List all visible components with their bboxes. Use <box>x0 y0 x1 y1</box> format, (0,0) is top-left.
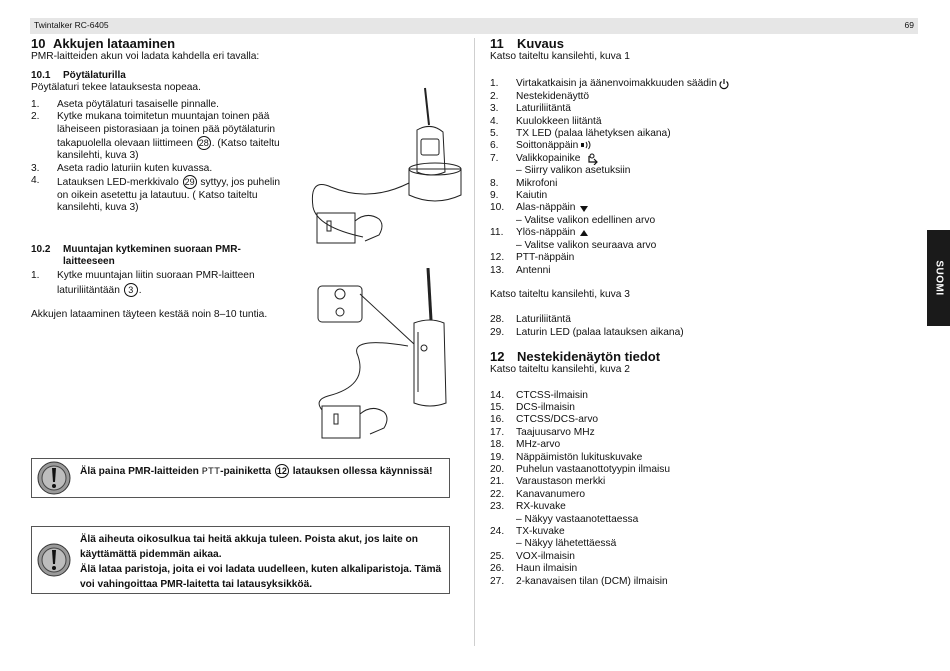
list-item: 1. Kytke muuntajan liitin suoraan PMR-laitteen laturiliitäntään 3 . <box>31 270 255 296</box>
list-item: – Valitse valikon seuraava arvo <box>516 239 657 251</box>
list-item: 20. Puhelun vastaanottotyypin ilmaisu <box>490 463 671 475</box>
list-item: 16. CTCSS/DCS-arvo <box>490 414 599 426</box>
charger-list <box>490 314 910 339</box>
list-item: – Näkyy vastaanotettaessa <box>516 513 639 525</box>
list-item: 12. PTT-näppäin <box>490 252 575 264</box>
section-11-reference: Katso taiteltu kansilehti, kuva 1 <box>490 51 630 62</box>
list-item: 28. Laturiliitäntä <box>490 314 571 326</box>
callout-28: 28 <box>198 138 209 149</box>
list-item: 9. Kaiutin <box>490 190 548 202</box>
direct-adapter-illustration <box>310 268 470 448</box>
figure-3-reference: Katso taiteltu kansilehti, kuva 3 <box>490 288 630 300</box>
list-item: 23. RX-kuvake <box>490 501 566 513</box>
list-item: 4. Latauksen LED-merkkivalo 29 syttyy, jos puhelin on oikein asetettu ja latautuu. ( Katso taiteltu kansilehti, kuva 3) <box>31 175 281 214</box>
list-item: 8. Mikrofoni <box>490 177 558 189</box>
list-item: – Näkyy lähetettäessä <box>516 538 617 550</box>
down-arrow-icon <box>579 204 589 214</box>
adapter-steps <box>31 270 286 297</box>
list-item: 19. Näppäimistön lukituskuvake <box>490 451 643 463</box>
call-signal-icon <box>580 140 592 150</box>
up-arrow-icon <box>579 228 589 238</box>
section-11-heading: 11 Kuvaus <box>490 36 564 51</box>
list-item: 1. Aseta pöytälaturi tasaiselle pinnalle. <box>31 98 219 110</box>
list-item: 22. Kanavanumero <box>490 488 586 500</box>
list-item: 3. Laturiliitäntä <box>490 103 571 115</box>
page-header <box>30 18 918 34</box>
warning-ptt-text: Älä paina PMR-laitteiden PTT-painiketta 12 latauksen ollessa käynnissä! <box>80 466 433 478</box>
list-item: 1. Virtakatkaisin ja äänenvoimakkuuden säädin <box>490 78 910 90</box>
list-item: 14. CTCSS-ilmaisin <box>490 389 588 401</box>
callout-12: 12 <box>276 466 287 476</box>
list-item: 11. Ylös-näppäin <box>490 227 910 239</box>
page-number: 69 <box>904 20 914 30</box>
charge-time-note: Akkujen lataaminen täyteen kestää noin 8–10 tuntia. <box>31 309 268 321</box>
section-10-1-intro: Pöytälaturi tekee latauksesta nopeaa. <box>31 82 201 94</box>
list-item: 27. 2-kanavaisen tilan (DCM) ilmaisin <box>490 575 668 587</box>
warning-exclamation-icon <box>36 542 72 578</box>
warning-box-battery <box>31 526 450 594</box>
list-item: 6. Soittonäppäin <box>490 140 910 152</box>
lcd-list <box>490 390 910 589</box>
section-10-2-heading: 10.2 Muuntajan kytkeminen suoraan PMR-laitteeseen <box>31 244 241 268</box>
list-item: 3. Aseta radio laturiin kuten kuvassa. <box>31 162 213 174</box>
desk-charger-illustration <box>305 85 465 250</box>
callout-29: 29 <box>184 177 195 188</box>
list-item: – Valitse valikon edellinen arvo <box>516 214 656 226</box>
list-item: 13. Antenni <box>490 264 551 276</box>
list-item: 18. MHz-arvo <box>490 439 561 451</box>
column-divider <box>474 38 475 646</box>
language-tab: SUOMI <box>927 230 950 326</box>
list-item: 24. TX-kuvake <box>490 526 565 537</box>
section-10-heading: 10 Akkujen lataaminen <box>31 36 176 51</box>
callout-3: 3 <box>124 283 138 297</box>
section-12-heading: 12 Nestekidenäytön tiedot <box>490 349 661 365</box>
warning-battery-text: Älä aiheuta oikosulkua tai heitä akkuja tuleen. Poista akut, jos laite on käyttämättä pidemmän aikaa. Älä lataa paristoja, joita ei voi ladata uudelleen, kuten alkaliparistoja. Tämä voi vahingoittaa PMR-laitetta tai latausyksikköä. <box>80 534 442 590</box>
list-item: 2. Kytke mukana toimitetun muuntajan toinen pää läheiseen pistorasiaan ja toinen pää pöytälaturin takapuolella olevaan liittimeen 28 . (Katso taiteltu kansilehti, kuva 3) <box>31 111 280 162</box>
section-10-intro: PMR-laitteiden akun voi ladata kahdella eri tavalla: <box>31 51 260 62</box>
list-item: 25. VOX-ilmaisin <box>490 550 575 562</box>
right-column <box>490 36 910 588</box>
menu-enter-icon <box>586 153 600 165</box>
description-list <box>490 78 910 277</box>
warning-box-ptt <box>31 458 450 498</box>
list-item: – Siirry valikon asetuksiin <box>516 165 631 177</box>
list-item: 7. Valikkopainike <box>490 153 910 165</box>
section-12-reference: Katso taiteltu kansilehti, kuva 2 <box>490 364 630 376</box>
list-item: 15. DCS-ilmaisin <box>490 401 575 413</box>
left-column <box>31 36 286 322</box>
power-icon <box>718 78 730 90</box>
section-10-1-heading: 10.1 Pöytälaturilla <box>31 70 126 82</box>
document-title: Twintalker RC-6405 <box>34 20 109 30</box>
list-item: 21. Varaustason merkki <box>490 476 606 488</box>
list-item: 2. Nestekidenäyttö <box>490 90 590 102</box>
list-item: 5. TX LED (palaa lähetyksen aikana) <box>490 128 671 140</box>
list-item: 29. Laturin LED (palaa latauksen aikana) <box>490 326 684 338</box>
warning-exclamation-icon <box>36 460 72 496</box>
list-item: 10. Alas-näppäin <box>490 202 910 214</box>
list-item: 4. Kuulokkeen liitäntä <box>490 115 602 127</box>
list-item: 26. Haun ilmaisin <box>490 563 578 575</box>
charging-steps <box>31 99 286 215</box>
list-item: 17. Taajuusarvo MHz <box>490 426 595 438</box>
